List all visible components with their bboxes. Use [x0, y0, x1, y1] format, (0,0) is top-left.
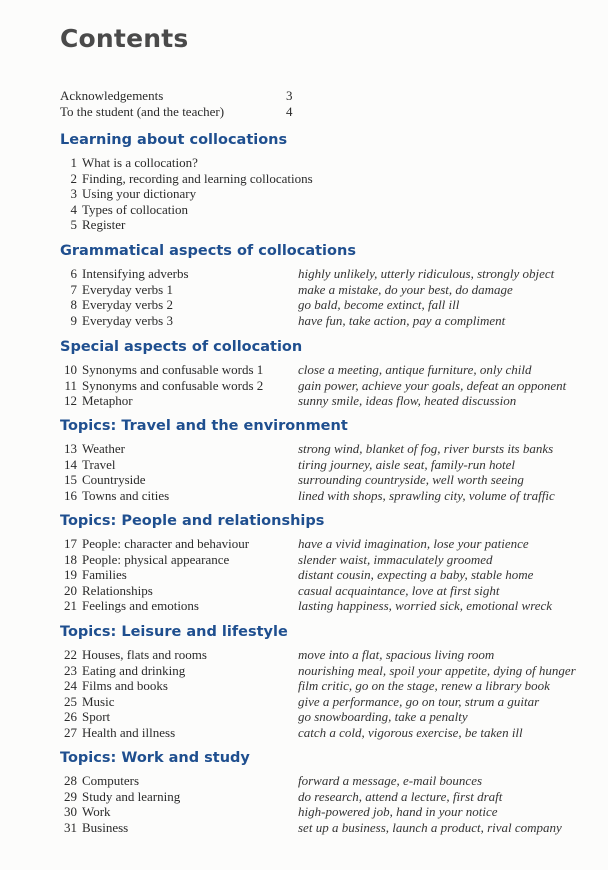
unit-title: Countryside	[82, 472, 146, 488]
unit-title: Synonyms and confusable words 1	[82, 362, 264, 377]
contents-section	[60, 242, 555, 328]
unit-row[interactable]	[60, 312, 506, 329]
unit-examples: give a performance, go on tour, strum a guitar	[298, 693, 540, 709]
unit-title: Everyday verbs 1	[82, 281, 173, 297]
front-matter-title: To the student (and the teacher)	[60, 103, 225, 119]
unit-number: 10	[64, 362, 77, 377]
unit-title: Using your dictionary	[82, 186, 197, 202]
unit-row[interactable]	[60, 487, 555, 504]
page-title: Contents	[60, 24, 189, 53]
contents-section	[60, 131, 313, 233]
unit-number: 4	[70, 201, 77, 217]
unit-row[interactable]	[60, 456, 516, 473]
unit-examples: go bald, become extinct, fall ill	[298, 297, 460, 313]
unit-title: Work	[82, 804, 111, 820]
unit-number: 28	[64, 773, 77, 788]
unit-number: 20	[64, 582, 77, 598]
unit-row[interactable]	[60, 281, 513, 298]
unit-number: 12	[64, 393, 77, 409]
unit-examples: move into a flat, spacious living room	[298, 647, 495, 662]
unit-examples: highly unlikely, utterly ridiculous, strongly object	[298, 266, 555, 281]
unit-title: Types of collocation	[82, 201, 188, 217]
front-matter-page: 4	[286, 103, 293, 119]
unit-number: 14	[64, 456, 77, 472]
unit-examples: distant cousin, expecting a baby, stable home	[298, 567, 534, 583]
unit-row[interactable]	[60, 788, 503, 805]
unit-row[interactable]	[60, 662, 576, 679]
unit-row[interactable]	[60, 819, 562, 836]
unit-title: Films and books	[82, 678, 168, 694]
unit-title: Synonyms and confusable words 2	[82, 377, 264, 393]
unit-title: Feelings and emotions	[82, 598, 199, 614]
contents-section	[60, 749, 562, 835]
unit-row[interactable]	[60, 155, 287, 171]
unit-number: 15	[64, 472, 77, 488]
unit-title: Metaphor	[82, 393, 133, 409]
unit-examples: strong wind, blanket of fog, river bursts its banks	[298, 441, 554, 456]
unit-title: Health and illness	[82, 724, 176, 740]
unit-number: 31	[64, 819, 77, 835]
unit-row[interactable]	[60, 393, 517, 409]
unit-title: People: character and behaviour	[82, 536, 250, 551]
section-heading[interactable]: Topics: Leisure and lifestyle	[60, 624, 288, 640]
front-matter-title: Acknowledgements	[60, 88, 164, 103]
unit-title: Study and learning	[82, 788, 181, 804]
unit-examples: have a vivid imagination, lose your patience	[298, 536, 529, 551]
unit-row[interactable]	[60, 377, 567, 394]
section-heading[interactable]: Special aspects of collocation	[60, 339, 303, 355]
section-heading[interactable]: Learning about collocations	[60, 132, 288, 148]
unit-examples: slender waist, immaculately groomed	[298, 551, 493, 567]
unit-title: Finding, recording and learning collocations	[82, 170, 313, 186]
unit-row[interactable]	[60, 598, 553, 614]
unit-number: 9	[70, 312, 77, 328]
unit-examples: have fun, take action, pay a compliment	[298, 312, 506, 328]
unit-number: 5	[70, 217, 77, 233]
unit-title: Travel	[82, 456, 116, 472]
unit-examples: high-powered job, hand in your notice	[298, 804, 498, 820]
unit-examples: forward a message, e-mail bounces	[298, 773, 483, 788]
unit-number: 11	[64, 377, 77, 393]
unit-examples: nourishing meal, spoil your appetite, dying of hunger	[298, 662, 576, 678]
unit-title: Computers	[82, 773, 140, 788]
unit-examples: catch a cold, vigorous exercise, be taken ill	[298, 724, 523, 740]
unit-row[interactable]	[60, 709, 468, 725]
unit-title: Weather	[82, 441, 125, 456]
unit-examples: lasting happiness, worried sick, emotional wreck	[298, 598, 553, 614]
unit-title: Register	[82, 217, 126, 233]
unit-title: People: physical appearance	[82, 551, 230, 567]
unit-number: 19	[64, 567, 77, 583]
unit-examples: sunny smile, ideas flow, heated discussion	[298, 393, 517, 409]
contents-section	[60, 512, 553, 614]
unit-number: 16	[64, 487, 77, 503]
unit-examples: do research, attend a lecture, first draft	[298, 788, 503, 804]
unit-title: What is a collocation?	[82, 155, 198, 170]
front-matter-page: 3	[286, 88, 293, 103]
unit-number: 29	[64, 788, 77, 804]
unit-number: 17	[64, 536, 77, 551]
unit-title: Everyday verbs 2	[82, 297, 173, 313]
unit-number: 13	[64, 441, 77, 456]
unit-row[interactable]	[60, 724, 523, 741]
unit-row[interactable]	[60, 170, 313, 187]
unit-examples: close a meeting, antique furniture, only child	[298, 362, 532, 377]
unit-number: 26	[64, 709, 77, 725]
unit-number: 6	[70, 266, 77, 281]
unit-title: Relationships	[82, 582, 153, 598]
unit-row[interactable]	[60, 804, 498, 820]
section-heading[interactable]: Topics: Work and study	[60, 750, 250, 766]
unit-row[interactable]	[60, 773, 483, 789]
unit-row[interactable]	[60, 186, 287, 202]
contents-section	[60, 623, 576, 741]
unit-examples: gain power, achieve your goals, defeat an opponent	[298, 377, 567, 393]
unit-row[interactable]	[60, 536, 529, 552]
contents-section	[60, 417, 555, 503]
unit-number: 23	[64, 662, 77, 678]
unit-examples: go snowboarding, take a penalty	[298, 709, 468, 725]
unit-row[interactable]	[60, 678, 550, 694]
unit-row[interactable]	[60, 266, 555, 282]
unit-number: 27	[64, 724, 77, 740]
unit-examples: tiring journey, aisle seat, family-run hotel	[298, 456, 516, 472]
unit-row[interactable]	[60, 297, 460, 313]
unit-number: 18	[64, 551, 77, 567]
section-heading[interactable]: Topics: Travel and the environment	[60, 418, 348, 434]
unit-number: 30	[64, 804, 77, 820]
unit-title: Houses, flats and rooms	[82, 647, 207, 662]
unit-row[interactable]	[60, 472, 524, 488]
unit-number: 8	[70, 297, 77, 313]
unit-number: 21	[64, 598, 77, 614]
unit-number: 3	[70, 186, 77, 202]
unit-examples: surrounding countryside, well worth seeing	[298, 472, 524, 488]
unit-title: Intensifying adverbs	[82, 266, 189, 281]
unit-row[interactable]	[60, 567, 534, 583]
unit-title: Music	[82, 693, 115, 709]
section-heading[interactable]: Grammatical aspects of collocations	[60, 243, 356, 259]
unit-number: 22	[64, 647, 77, 662]
unit-number: 24	[64, 678, 77, 694]
unit-row[interactable]	[60, 551, 493, 568]
unit-row[interactable]	[60, 362, 532, 378]
unit-row[interactable]	[60, 217, 287, 233]
unit-number: 7	[70, 281, 77, 297]
unit-row[interactable]	[60, 441, 554, 457]
unit-title: Everyday verbs 3	[82, 312, 173, 328]
unit-title: Towns and cities	[82, 487, 170, 503]
unit-row[interactable]	[60, 582, 500, 599]
section-heading[interactable]: Topics: People and relationships	[60, 513, 325, 529]
unit-number: 1	[70, 155, 77, 170]
unit-row[interactable]	[60, 693, 540, 710]
unit-title: Sport	[82, 709, 111, 725]
contents-section	[60, 338, 567, 409]
unit-row[interactable]	[60, 647, 495, 663]
unit-title: Eating and drinking	[82, 662, 186, 678]
unit-examples: lined with shops, sprawling city, volume of traffic	[298, 487, 555, 503]
unit-examples: casual acquaintance, love at first sight	[298, 582, 500, 598]
unit-examples: film critic, go on the stage, renew a library book	[298, 678, 550, 694]
unit-examples: set up a business, launch a product, rival company	[298, 819, 562, 835]
unit-number: 2	[70, 170, 77, 186]
unit-row[interactable]	[60, 202, 287, 218]
unit-examples: make a mistake, do your best, do damage	[298, 281, 513, 297]
unit-title: Families	[82, 567, 127, 583]
unit-title: Business	[82, 819, 129, 835]
unit-number: 25	[64, 693, 77, 709]
